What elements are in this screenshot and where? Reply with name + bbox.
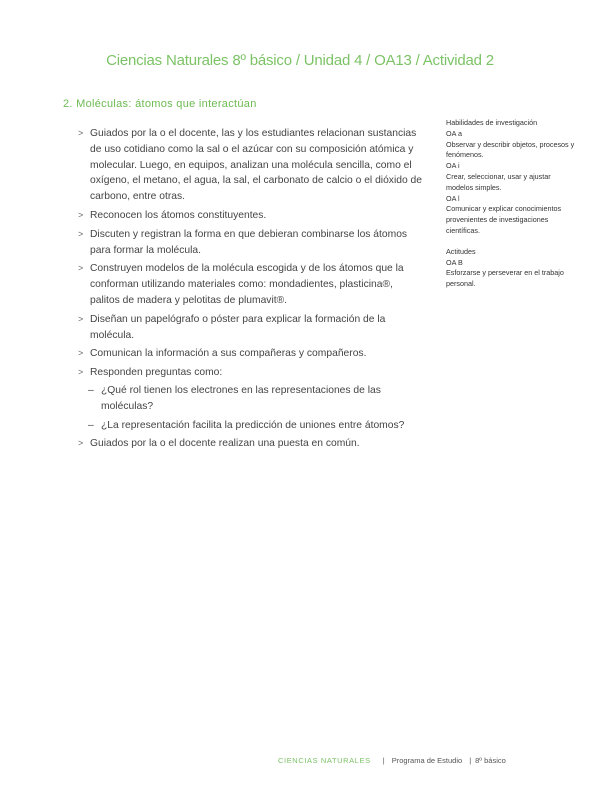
activity-list	[78, 126, 423, 455]
side-notes	[446, 118, 576, 290]
chevron-right-icon: >	[78, 348, 84, 359]
list-item	[78, 312, 423, 344]
list-item	[78, 227, 423, 259]
page-header-title: Ciencias Naturales 8º básico / Unidad 4 / OA13 / Actividad 2	[106, 52, 494, 69]
footer-separator: |	[469, 756, 472, 765]
chevron-right-icon: >	[78, 313, 84, 324]
skill-code: OA i	[446, 161, 460, 171]
dash-icon: –	[88, 384, 94, 396]
activity-text: Responden preguntas como:	[90, 367, 223, 379]
footer-separator: |	[382, 756, 385, 765]
skill-text: Observar y describir objetos, procesos y fenómenos.	[446, 139, 575, 160]
list-item	[78, 346, 423, 362]
chevron-right-icon: >	[78, 228, 84, 239]
attitude-code: OA B	[446, 257, 463, 267]
list-item	[78, 436, 423, 452]
list-item	[78, 261, 423, 308]
activity-text: Comunican la información a sus compañeras y compañeros.	[90, 348, 367, 360]
question-text: ¿La representación facilita la predicción de uniones entre átomos?	[101, 419, 405, 431]
question-list	[90, 383, 423, 433]
section-title: 2. Moléculas: átomos que interactúan	[63, 98, 257, 110]
footer-subject: CIENCIAS NATURALES	[278, 756, 371, 765]
page-footer	[278, 756, 506, 765]
chevron-right-icon: >	[78, 128, 84, 138]
question-text: ¿Qué rol tienen los electrones en las representaciones de las moléculas?	[101, 384, 381, 412]
question-item	[88, 383, 423, 415]
skill-code: OA a	[446, 128, 462, 138]
activity-text: Guiados por la o el docente realizan una puesta en común.	[90, 438, 360, 450]
skill-text: Crear, seleccionar, usar y ajustar modelos simples.	[446, 171, 551, 192]
chevron-right-icon: >	[78, 367, 84, 378]
footer-program: Programa de Estudio	[391, 756, 463, 765]
question-item	[88, 418, 423, 434]
chevron-right-icon: >	[78, 438, 84, 449]
attitudes-heading: Actitudes	[446, 246, 476, 256]
list-item	[78, 365, 423, 433]
dash-icon: –	[88, 419, 94, 431]
list-item	[78, 208, 423, 224]
activity-text: Diseñan un papelógrafo o póster para explicar la formación de la molécula.	[90, 313, 386, 341]
skill-text: Comunicar y explicar conocimientos provenientes de investigaciones científicas.	[446, 204, 562, 235]
chevron-right-icon: >	[78, 263, 84, 274]
skills-heading: Habilidades de investigación	[446, 118, 538, 127]
chevron-right-icon: >	[78, 209, 84, 220]
activity-text: Reconocen los átomos constituyentes.	[90, 209, 267, 221]
spacer	[446, 237, 576, 247]
attitude-text: Esforzarse y perseverar en el trabajo personal.	[446, 268, 564, 289]
list-item	[78, 126, 423, 205]
activity-text: Discuten y registran la forma en que debieran combinarse los átomos para formar la molécula.	[90, 228, 408, 256]
footer-grade: 8º básico	[475, 756, 506, 765]
activity-text: Construyen modelos de la molécula escogida y de los átomos que la conforman utilizando materiales como: mondadientes, plasticina®, palitos de madera y pelotitas de plumavit®.	[90, 263, 404, 306]
activity-text: Guiados por la o el docente, las y los estudiantes relacionan sustancias de uso cotidiano como la sal o el azúcar con su composición atómica y molecular. Luego, en equipos, analizan una molécula sencilla, como el oxígeno, el metano, el agua, la sal, el carbonato de calcio o el dióxido de carbono, entre otras.	[90, 128, 423, 203]
skill-code: OA l	[446, 193, 460, 203]
